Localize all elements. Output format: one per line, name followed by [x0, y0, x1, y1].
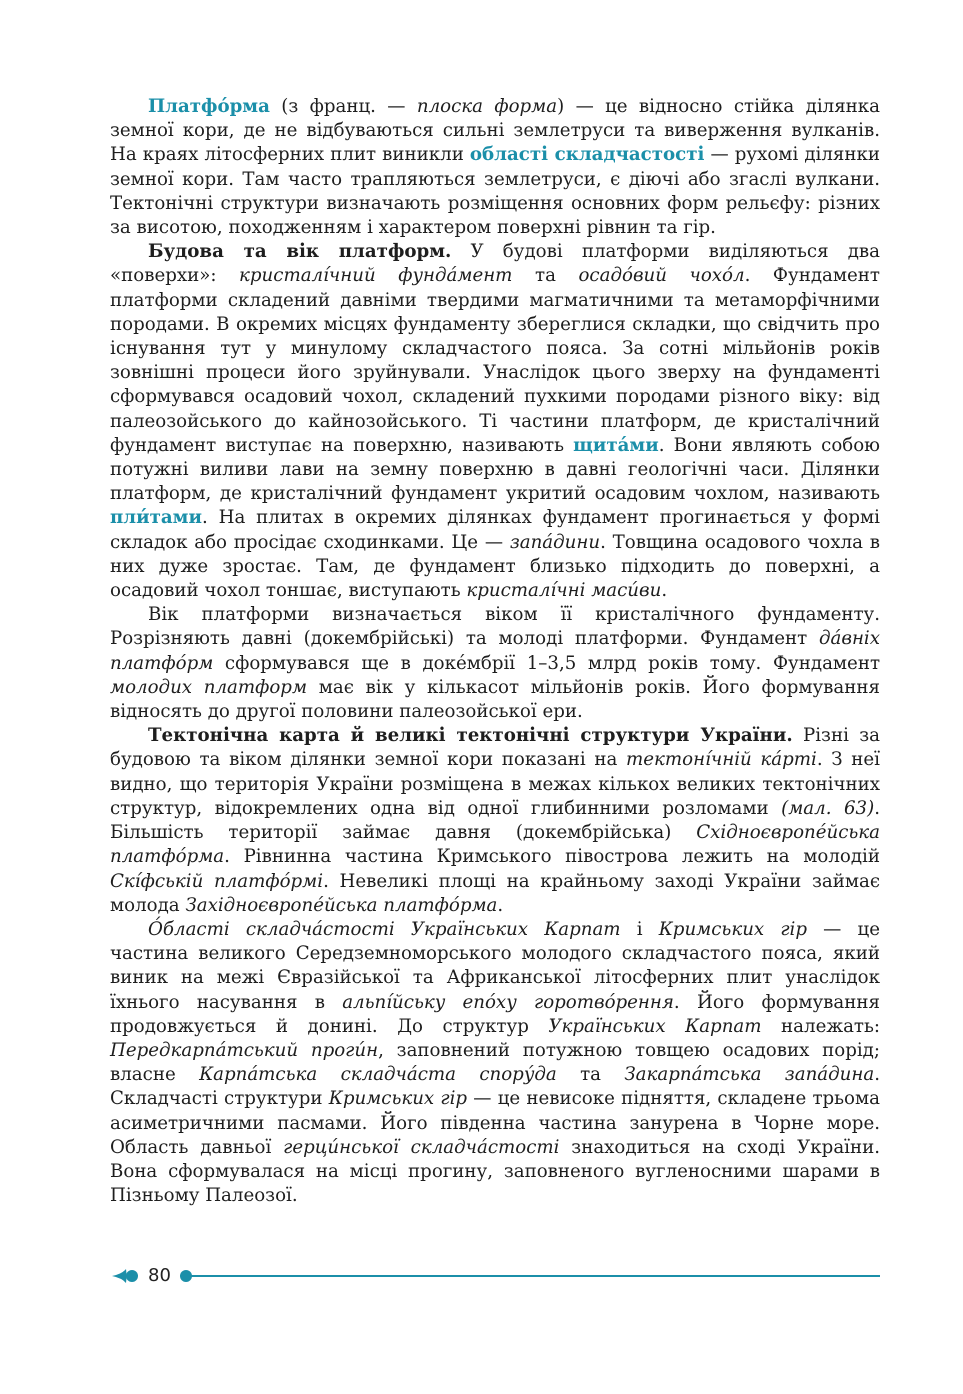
body-text — [110, 95, 880, 1208]
text-run: . Більшість території займає давня (докембрійська) — [110, 797, 880, 844]
text-run: Вік платформи визначається віком її кристалічного фундаменту. Розрізняють давні (докембрійські) та молоді платформи. Фундамент — [110, 604, 880, 650]
bullet-left-icon — [112, 1267, 142, 1285]
italic-term: Українських Карпат — [548, 1015, 762, 1037]
text-run: . — [497, 894, 504, 916]
text-run: . Рівнинна частина Кримського півострова лежить на молодій — [224, 846, 880, 868]
italic-term: тектоні́чній ка́рті — [626, 749, 817, 771]
text-run: . Товщина осадового чохла в них дуже зростає. Там, де фундамент близько підходить до поверхні, а осадовий чохол тоншає, виступають — [110, 531, 881, 602]
italic-term: кристалі́чний фунда́мент — [239, 265, 513, 287]
italic-term: кристалі́чні маси́ви — [466, 580, 662, 602]
paragraph — [110, 603, 880, 724]
italic-term: Кримських гір — [658, 918, 807, 940]
paragraph — [110, 724, 880, 918]
section-heading: Тектонічна карта й великі тектонічні структури України. — [148, 725, 793, 747]
italic-term: Закарпа́тська запа́дина — [624, 1064, 875, 1086]
key-term: щита́ми — [573, 434, 659, 456]
italic-term: осадо́вий чохо́л — [578, 265, 745, 287]
italic-term: Скі́фській платфо́рмі — [110, 870, 324, 892]
text-run: (з франц. — — [269, 96, 417, 117]
section-heading: Будова та вік платформ. — [148, 241, 452, 263]
footer-rule — [190, 1275, 880, 1277]
paragraph — [110, 240, 880, 603]
text-run: . Його формування продовжується й донині. До структур — [110, 991, 880, 1037]
text-run: — це невисоке підняття, складене трьома асиметричними пасмами. Його південна частина занурена в Чорне море. Область давньої — [110, 1088, 881, 1158]
text-run: сформувався ще в доке́мбрії 1–3,5 млрд років тому. Фундамент — [213, 652, 880, 674]
text-run: . Невеликі площі на крайньому заході України займає молода — [110, 870, 881, 916]
text-run: . Складчасті структури — [110, 1064, 880, 1110]
italic-term: Кримських гір — [328, 1088, 468, 1110]
italic-term: Карпа́тська складча́ста спору́да — [199, 1064, 557, 1086]
key-term: пли́тами — [110, 507, 202, 529]
italic-term: Передкарпа́тський проги́н — [110, 1039, 379, 1061]
text-run: . З неї видно, що територія України розміщена в межах кількох великих тектонічних структур, відокремлених одна від одної глибинними розломами — [110, 749, 880, 819]
text-run: та — [512, 265, 579, 287]
text-run: . На плитах в окремих ділянках фундамент прогинається у формі складок або просідає сходинками. Це — — [110, 507, 880, 553]
text-run: належать: — [761, 1015, 881, 1037]
italic-term: герци́нської складча́стості — [283, 1136, 560, 1158]
italic-term: альпі́йську епо́ху горотво́рення — [342, 991, 674, 1013]
italic-term: запа́дини — [509, 531, 601, 553]
paragraph — [110, 95, 880, 240]
page-footer — [110, 1264, 880, 1288]
italic-term: Західноєвропе́йська платфо́рма — [185, 894, 498, 916]
text-run: . — [661, 580, 668, 602]
italic-term: да́вніх платфо́рм — [110, 628, 880, 674]
text-run: . Фундамент платформи складений давніми твердими магматичними та метаморфічними породами. В окремих місцях фундаменту збереглися складки, що свідчить про існування тут у минулому складчастого пояса. За сотні мільйонів років зовнішні процеси його зруйнували. Унаслідок цього зверху на фундаменті сформувався осадовий чохол, складений пухкими породами різного віку: від палеозойського до кайнозойського. Ті частини платформ, де кристалічний фундамент виступає на поверхню, називають — [110, 265, 880, 456]
text-run: У будові платформи виділяються два «поверхи»: — [110, 241, 880, 287]
page-number: 80 — [148, 1265, 171, 1286]
italic-term: молодих платформ — [110, 676, 308, 698]
italic-term: (мал. 63) — [781, 797, 875, 819]
text-run: — рухомі ділянки земної кори. Там часто трапляються землетруси, є діючі або згаслі вулкани. Тектонічні структури визначають розміщення основних форм рельєфу: різних за висотою, походженням і характером поверхні рівнин та гір. — [110, 144, 880, 239]
text-run: ) — це відносно стійка ділянка земної кори, де не відбуваються сильні землетруси та виверження вулканів. На краях літосферних плит виникли — [110, 96, 880, 166]
text-run: і — [620, 918, 659, 940]
key-term: області складчастості — [469, 144, 705, 166]
text-run: . Вони являють собою потужні виливи лави на земну поверхню в давні геологічні часи. Ділянки платформ, де кристалічний фундамент укритий осадовим чохлом, називають — [110, 434, 880, 505]
text-run: , заповнений потужною товщею осадових порід; власне — [110, 1039, 880, 1086]
text-run: — це частина великого Середземноморського молодого складчастого пояса, який виник на межі Євразійської та Африканської літосферних плит унаслідок їхнього насування в — [110, 918, 880, 1013]
text-run: має вік у кількасот мільйонів років. Його формування відносять до другої половини палеозойської ери. — [110, 676, 880, 723]
italic-term: Східноєвропе́йська платфо́рма — [110, 822, 880, 868]
text-run: знаходиться на сході України. Вона сформувалася на місці прогину, заповненого вугленосними шарами в Пізньому Палеозої. — [110, 1136, 881, 1207]
italic-term: О́бласті складча́стості Українських Карпат — [148, 918, 621, 940]
paragraph — [110, 918, 880, 1208]
italic-term: плоска форма — [416, 96, 558, 117]
text-run: та — [556, 1064, 625, 1086]
text-run: Різні за будовою та віком ділянки земної кори показані на — [110, 725, 880, 771]
key-term: Платфо́рма — [148, 96, 270, 117]
